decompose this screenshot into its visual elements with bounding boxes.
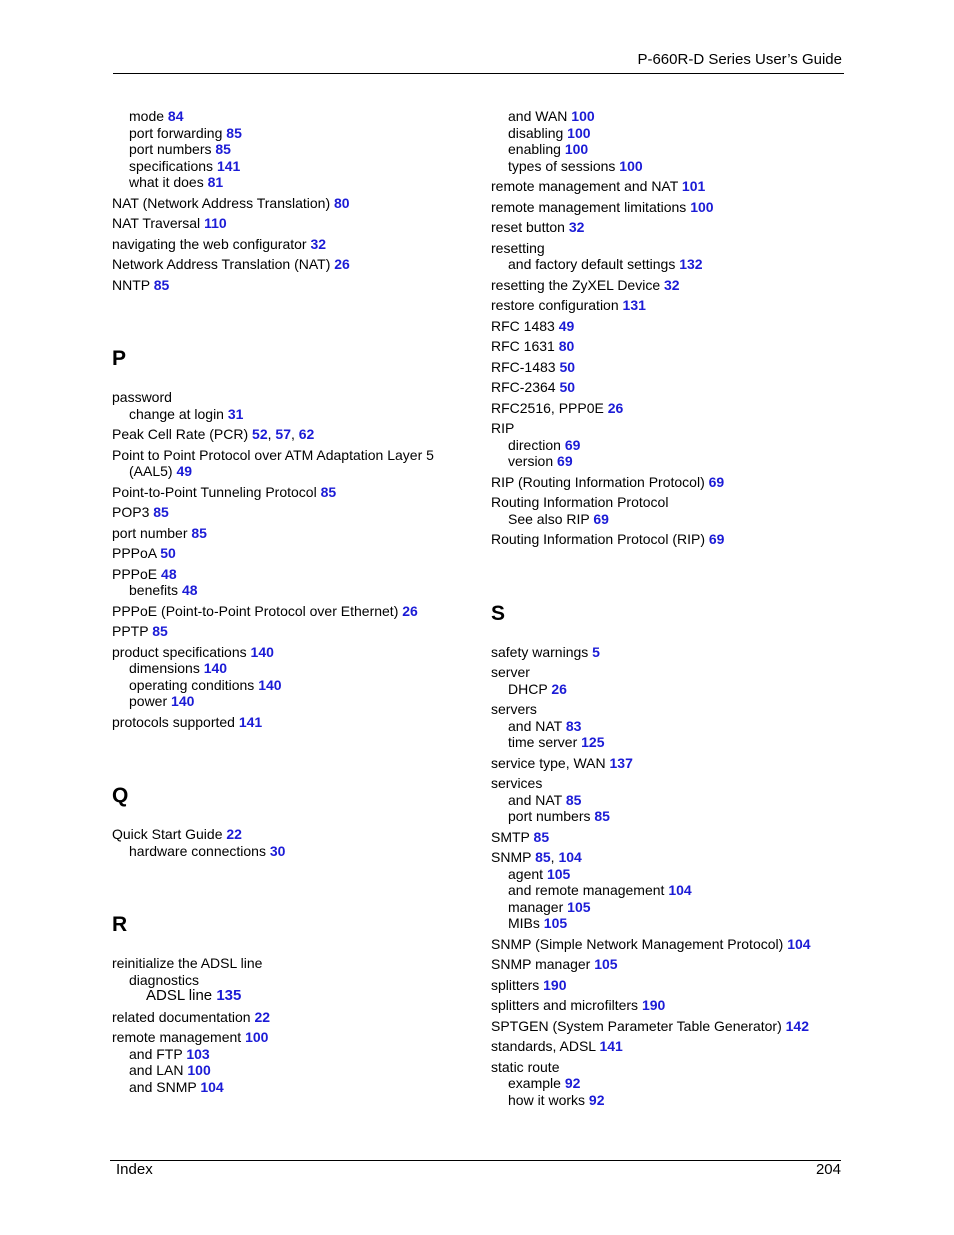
page-reference-link[interactable]: 100 bbox=[245, 1029, 269, 1045]
index-subentry bbox=[112, 677, 472, 694]
page-reference-link[interactable]: 22 bbox=[226, 826, 242, 842]
index-entry bbox=[491, 956, 851, 973]
index-entry bbox=[491, 1038, 851, 1055]
index-term: and NAT bbox=[508, 717, 562, 734]
index-entry bbox=[491, 664, 851, 681]
page-reference-link[interactable]: 142 bbox=[785, 1017, 809, 1034]
index-term: operating conditions bbox=[129, 676, 255, 693]
index-entry bbox=[491, 829, 851, 846]
page-reference-link[interactable]: 85 bbox=[533, 828, 550, 845]
page-reference-link[interactable]: 84 bbox=[167, 108, 184, 124]
page-reference-link[interactable]: 80 bbox=[558, 338, 575, 354]
index-subentry bbox=[491, 808, 851, 825]
index-term: and FTP bbox=[129, 1045, 183, 1062]
index-subentry bbox=[112, 582, 472, 599]
page-reference-link[interactable]: 32 bbox=[664, 276, 680, 293]
page-reference-link[interactable]: 52 bbox=[252, 426, 268, 442]
page-reference-link[interactable]: 48 bbox=[181, 582, 198, 598]
index-entry bbox=[491, 775, 851, 792]
index-subentry bbox=[112, 463, 472, 480]
page-reference-link[interactable]: 92 bbox=[564, 1075, 581, 1091]
index-entry bbox=[112, 256, 472, 273]
index-entry bbox=[491, 1059, 851, 1076]
index-term: SPTGEN (System Parameter Table Generator) bbox=[491, 1017, 782, 1034]
index-entry bbox=[112, 1009, 472, 1026]
index-term: PPPoA bbox=[112, 545, 157, 561]
index-term: dimensions bbox=[129, 660, 200, 676]
index-entry bbox=[491, 297, 851, 314]
index-entry bbox=[491, 474, 851, 491]
index-term: resetting bbox=[491, 239, 545, 256]
index-term: See also RIP bbox=[508, 510, 590, 527]
index-entry bbox=[112, 195, 472, 212]
page-reference-link[interactable]: 48 bbox=[161, 565, 177, 582]
index-entry bbox=[112, 236, 472, 253]
index-term: Network Address Translation (NAT) bbox=[112, 256, 331, 272]
page-reference-link[interactable]: 30 bbox=[269, 842, 286, 859]
page-reference-link[interactable]: 104 bbox=[200, 1078, 224, 1095]
page-reference-link[interactable]: 85 bbox=[153, 504, 169, 520]
index-subentry bbox=[491, 1075, 851, 1092]
page-reference-link[interactable]: 100 bbox=[187, 1062, 211, 1078]
index-term: benefits bbox=[129, 582, 179, 598]
page-reference-link[interactable]: 190 bbox=[641, 997, 666, 1013]
index-subentry bbox=[112, 406, 472, 423]
index-entry bbox=[491, 531, 851, 548]
page-reference-link[interactable]: 105 bbox=[594, 956, 618, 972]
index-term: Routing Information Protocol bbox=[491, 494, 669, 510]
page-reference-link[interactable]: 100 bbox=[564, 141, 589, 157]
index-term: restore configuration bbox=[491, 297, 619, 313]
index-subentry bbox=[112, 108, 472, 125]
page-reference-link[interactable]: 5 bbox=[592, 643, 600, 660]
index-term: service type, WAN bbox=[491, 754, 606, 771]
index-subentry bbox=[491, 453, 851, 470]
index-term: POP3 bbox=[112, 504, 150, 520]
index-entry bbox=[112, 215, 472, 232]
page-reference-link[interactable]: 85 bbox=[215, 141, 231, 157]
index-term: port number bbox=[112, 524, 188, 541]
index-subentry bbox=[112, 693, 472, 710]
index-term: RFC 1483 bbox=[491, 317, 555, 334]
index-term: standards, ADSL bbox=[491, 1038, 596, 1054]
index-entry bbox=[491, 644, 851, 661]
index-term: and remote management bbox=[508, 882, 665, 898]
index-term: power bbox=[129, 693, 168, 709]
page-reference-link[interactable]: 50 bbox=[559, 358, 576, 375]
index-letter-heading: P bbox=[112, 347, 127, 370]
page-reference-link[interactable]: 135 bbox=[216, 987, 242, 1004]
index-term: manager bbox=[508, 898, 564, 915]
page-reference-link[interactable]: 105 bbox=[543, 915, 568, 931]
index-term: DHCP bbox=[508, 680, 548, 697]
index-entry bbox=[491, 977, 851, 994]
index-term: remote management and NAT bbox=[491, 178, 679, 194]
index-term: mode bbox=[129, 108, 165, 124]
index-term: and NAT bbox=[508, 791, 562, 808]
page-reference-link[interactable]: 140 bbox=[203, 660, 228, 676]
index-subentry bbox=[491, 718, 851, 735]
index-subentry bbox=[491, 141, 851, 158]
index-entry bbox=[491, 755, 851, 772]
index-term: and factory default settings bbox=[508, 256, 676, 272]
index-term: reinitialize the ADSL line bbox=[112, 955, 263, 971]
index-subentry bbox=[112, 174, 472, 191]
index-term: password bbox=[112, 389, 172, 405]
page-reference-link[interactable]: 69 bbox=[557, 453, 573, 469]
index-entry bbox=[491, 379, 851, 396]
index-term: servers bbox=[491, 701, 537, 717]
page-reference-link[interactable]: 103 bbox=[186, 1045, 210, 1062]
running-header: P-660R-D Series User’s Guide bbox=[637, 51, 842, 68]
page-reference-link[interactable]: 105 bbox=[546, 865, 571, 882]
index-term: resetting the ZyXEL Device bbox=[491, 276, 661, 293]
page-reference-link[interactable]: 132 bbox=[679, 256, 703, 272]
index-term: splitters and microfilters bbox=[491, 997, 639, 1013]
index-term: diagnostics bbox=[129, 971, 200, 988]
index-subentry bbox=[491, 125, 851, 142]
page-reference-link[interactable]: 81 bbox=[207, 174, 224, 190]
index-entry bbox=[491, 219, 851, 236]
index-term: SNMP bbox=[491, 849, 532, 865]
index-term: PPPoE (Point-to-Point Protocol over Ethernet) bbox=[112, 602, 399, 619]
index-subentry bbox=[112, 843, 472, 860]
index-term: product specifications bbox=[112, 643, 247, 660]
index-term: PPTP bbox=[112, 623, 149, 639]
index-term: RIP bbox=[491, 420, 515, 436]
index-letter-heading: Q bbox=[112, 784, 129, 807]
index-term: RFC-2364 bbox=[491, 379, 556, 395]
index-term: RIP (Routing Information Protocol) bbox=[491, 473, 705, 490]
index-entry bbox=[112, 603, 472, 620]
index-term: remote management limitations bbox=[491, 198, 687, 215]
index-term: static route bbox=[491, 1058, 560, 1075]
index-entry bbox=[491, 199, 851, 216]
page-reference-link[interactable]: 69 bbox=[564, 436, 581, 453]
index-subentry bbox=[491, 882, 851, 899]
page-reference-link[interactable]: 31 bbox=[227, 405, 244, 422]
index-term: port numbers bbox=[129, 141, 212, 157]
index-term: RFC2516, PPP0E bbox=[491, 399, 604, 416]
index-entry bbox=[491, 359, 851, 376]
index-entry bbox=[491, 240, 851, 257]
page-reference-link[interactable]: 26 bbox=[402, 602, 418, 619]
index-term: protocols supported bbox=[112, 713, 235, 730]
page-reference-link[interactable]: 85 bbox=[565, 791, 582, 808]
index-term: NAT Traversal bbox=[112, 215, 201, 231]
page-reference-link[interactable]: 85 bbox=[535, 849, 551, 865]
index-subentry bbox=[112, 1062, 472, 1079]
page-reference-link[interactable]: 92 bbox=[588, 1091, 605, 1108]
index-subentry bbox=[112, 158, 472, 175]
index-subentry bbox=[491, 1092, 851, 1109]
page-reference-link[interactable]: 104 bbox=[787, 935, 811, 952]
page-reference-link[interactable]: 104 bbox=[668, 882, 692, 898]
index-term: SMTP bbox=[491, 828, 530, 845]
index-term: Point-to-Point Tunneling Protocol bbox=[112, 483, 317, 500]
index-entry bbox=[112, 277, 472, 294]
index-term: and WAN bbox=[508, 108, 568, 124]
index-term: NAT (Network Address Translation) bbox=[112, 194, 331, 211]
page-reference-link[interactable]: 26 bbox=[551, 680, 567, 697]
index-subentry bbox=[112, 125, 472, 142]
index-entry: Peak Cell Rate (PCR) 52, 57, 62 bbox=[112, 426, 315, 442]
index-letter-heading: S bbox=[491, 601, 506, 625]
index-term: agent bbox=[508, 865, 544, 882]
index-term: enabling bbox=[508, 141, 561, 157]
page-reference-link[interactable]: 85 bbox=[152, 623, 168, 639]
index-term: NNTP bbox=[112, 276, 150, 293]
page-reference-link[interactable]: 57 bbox=[275, 426, 291, 442]
index-subentry bbox=[112, 1079, 472, 1096]
index-entry bbox=[112, 484, 472, 501]
page-reference-link[interactable]: 140 bbox=[171, 693, 195, 709]
index-term: port forwarding bbox=[129, 124, 223, 141]
index-term: version bbox=[508, 453, 554, 469]
page-reference-link[interactable]: 85 bbox=[153, 276, 170, 293]
index-entry bbox=[491, 936, 851, 953]
page-reference-link[interactable]: 140 bbox=[258, 676, 282, 693]
footer-section-label: Index bbox=[116, 1161, 153, 1178]
index-term: Routing Information Protocol (RIP) bbox=[491, 531, 705, 547]
index-subentry bbox=[491, 108, 851, 125]
index-entry bbox=[491, 997, 851, 1014]
index-subentry bbox=[112, 141, 472, 158]
page-reference-link[interactable]: 49 bbox=[176, 463, 193, 479]
index-term: (AAL5) bbox=[129, 463, 173, 479]
index-entry bbox=[491, 338, 851, 355]
index-subentry bbox=[491, 899, 851, 916]
page-reference-link[interactable]: 141 bbox=[216, 157, 241, 174]
index-letter-heading: R bbox=[112, 913, 128, 936]
index-entry bbox=[112, 1029, 472, 1046]
page-reference-link[interactable]: 85 bbox=[226, 124, 242, 141]
index-entry bbox=[112, 504, 472, 521]
index-term: remote management bbox=[112, 1029, 242, 1045]
page-reference-link[interactable]: 110 bbox=[204, 215, 227, 231]
index-term: safety warnings bbox=[491, 643, 589, 660]
index-subentry bbox=[112, 1046, 472, 1063]
index-term: ADSL line bbox=[146, 987, 213, 1004]
index-subentry bbox=[491, 256, 851, 273]
page-reference-link[interactable]: 190 bbox=[543, 976, 567, 993]
index-entry bbox=[112, 644, 472, 661]
index-term: example bbox=[508, 1075, 561, 1091]
page-number: 204 bbox=[815, 1161, 841, 1178]
index-term: direction bbox=[508, 436, 561, 453]
index-term: SNMP manager bbox=[491, 956, 591, 972]
index-column-left bbox=[112, 108, 472, 1095]
page-reference-link[interactable]: 85 bbox=[320, 483, 337, 500]
index-term: specifications bbox=[129, 157, 214, 174]
page-reference-link[interactable]: 85 bbox=[594, 808, 610, 824]
index-entry bbox=[112, 389, 472, 406]
page-reference-link[interactable]: 85 bbox=[191, 524, 207, 541]
index-entry bbox=[112, 447, 472, 464]
page-reference-link[interactable]: 101 bbox=[681, 178, 706, 194]
index-column-right bbox=[491, 108, 851, 1108]
index-entry bbox=[491, 494, 851, 511]
page-reference-link[interactable]: 131 bbox=[622, 297, 646, 313]
index-term: navigating the web configurator bbox=[112, 235, 307, 252]
index-term: PPPoE bbox=[112, 565, 158, 582]
index-term: reset button bbox=[491, 219, 565, 235]
index-subentry bbox=[491, 866, 851, 883]
page-reference-link[interactable]: 141 bbox=[599, 1038, 623, 1054]
footer-rule bbox=[110, 1160, 841, 1161]
page-reference-link[interactable]: 50 bbox=[160, 545, 176, 561]
page-reference-link[interactable]: 50 bbox=[559, 379, 576, 395]
page-reference-link[interactable]: 100 bbox=[571, 108, 595, 124]
index-entry bbox=[491, 277, 851, 294]
page-reference-link[interactable]: 104 bbox=[558, 849, 582, 865]
page-reference-link[interactable]: 125 bbox=[581, 734, 605, 750]
index-entry bbox=[112, 955, 472, 972]
index-term: types of sessions bbox=[508, 157, 616, 174]
page-reference-link[interactable]: 100 bbox=[690, 198, 714, 215]
index-subentry bbox=[491, 734, 851, 751]
index-term: splitters bbox=[491, 976, 540, 993]
index-subentry bbox=[491, 792, 851, 809]
page-reference-link[interactable]: 32 bbox=[568, 219, 585, 235]
index-term: MIBs bbox=[508, 915, 540, 931]
index-subentry bbox=[491, 511, 851, 528]
index-subentry bbox=[491, 915, 851, 932]
index-term: RFC-1483 bbox=[491, 358, 556, 375]
page-reference-link[interactable]: 32 bbox=[310, 235, 327, 252]
index-term: Quick Start Guide bbox=[112, 826, 223, 842]
page-reference-link[interactable]: 69 bbox=[708, 531, 725, 547]
index-entry bbox=[112, 714, 472, 731]
page-reference-link[interactable]: 69 bbox=[593, 510, 609, 527]
index-term: and LAN bbox=[129, 1062, 184, 1078]
index-term: port numbers bbox=[508, 808, 591, 824]
page-reference-link[interactable]: 22 bbox=[254, 1008, 271, 1025]
index-term: hardware connections bbox=[129, 842, 266, 859]
index-subentry bbox=[491, 158, 851, 175]
index-entry bbox=[491, 178, 851, 195]
index-term: change at login bbox=[129, 405, 224, 422]
index-entry bbox=[112, 525, 472, 542]
index-entry bbox=[491, 1018, 851, 1035]
page-reference-link[interactable]: 26 bbox=[334, 256, 350, 272]
index-entry bbox=[491, 701, 851, 718]
page-reference-link[interactable]: 62 bbox=[298, 426, 315, 442]
index-entry: SNMP 85, 104 bbox=[491, 849, 582, 865]
page-reference-link[interactable]: 105 bbox=[567, 898, 591, 915]
index-subentry bbox=[112, 660, 472, 677]
index-subentry bbox=[491, 437, 851, 454]
index-term: SNMP (Simple Network Management Protocol) bbox=[491, 935, 784, 952]
index-term: and SNMP bbox=[129, 1078, 197, 1095]
index-term: services bbox=[491, 775, 543, 791]
index-term: disabling bbox=[508, 124, 564, 141]
index-subentry bbox=[112, 988, 472, 1005]
index-entry bbox=[491, 420, 851, 437]
page-reference-link[interactable]: 140 bbox=[250, 643, 274, 660]
page-reference-link[interactable]: 69 bbox=[708, 473, 725, 490]
index-subentry bbox=[112, 972, 472, 989]
index-term: Point to Point Protocol over ATM Adaptation Layer 5 bbox=[112, 446, 434, 463]
index-term: what it does bbox=[129, 174, 204, 190]
index-entry bbox=[112, 545, 472, 562]
index-term: RFC 1631 bbox=[491, 338, 555, 354]
index-entry bbox=[491, 318, 851, 335]
index-entry bbox=[491, 400, 851, 417]
index-entry bbox=[112, 826, 472, 843]
page-reference-link[interactable]: 83 bbox=[565, 717, 582, 734]
index-term: related documentation bbox=[112, 1008, 251, 1025]
index-term: how it works bbox=[508, 1091, 586, 1108]
header-rule bbox=[113, 73, 844, 74]
index-term: time server bbox=[508, 734, 578, 750]
index-term: Peak Cell Rate (PCR) bbox=[112, 426, 249, 442]
page-reference-link[interactable]: 141 bbox=[238, 713, 263, 730]
page-reference-link[interactable]: 80 bbox=[334, 194, 350, 211]
index-term: server bbox=[491, 664, 530, 680]
page-reference-link[interactable]: 26 bbox=[607, 399, 624, 416]
page-reference-link[interactable]: 100 bbox=[619, 157, 643, 174]
index-entry bbox=[112, 623, 472, 640]
page-reference-link[interactable]: 100 bbox=[567, 124, 591, 141]
page-reference-link[interactable]: 137 bbox=[609, 754, 633, 771]
page-reference-link[interactable]: 49 bbox=[558, 317, 575, 334]
index-entry bbox=[112, 566, 472, 583]
index-subentry bbox=[491, 681, 851, 698]
